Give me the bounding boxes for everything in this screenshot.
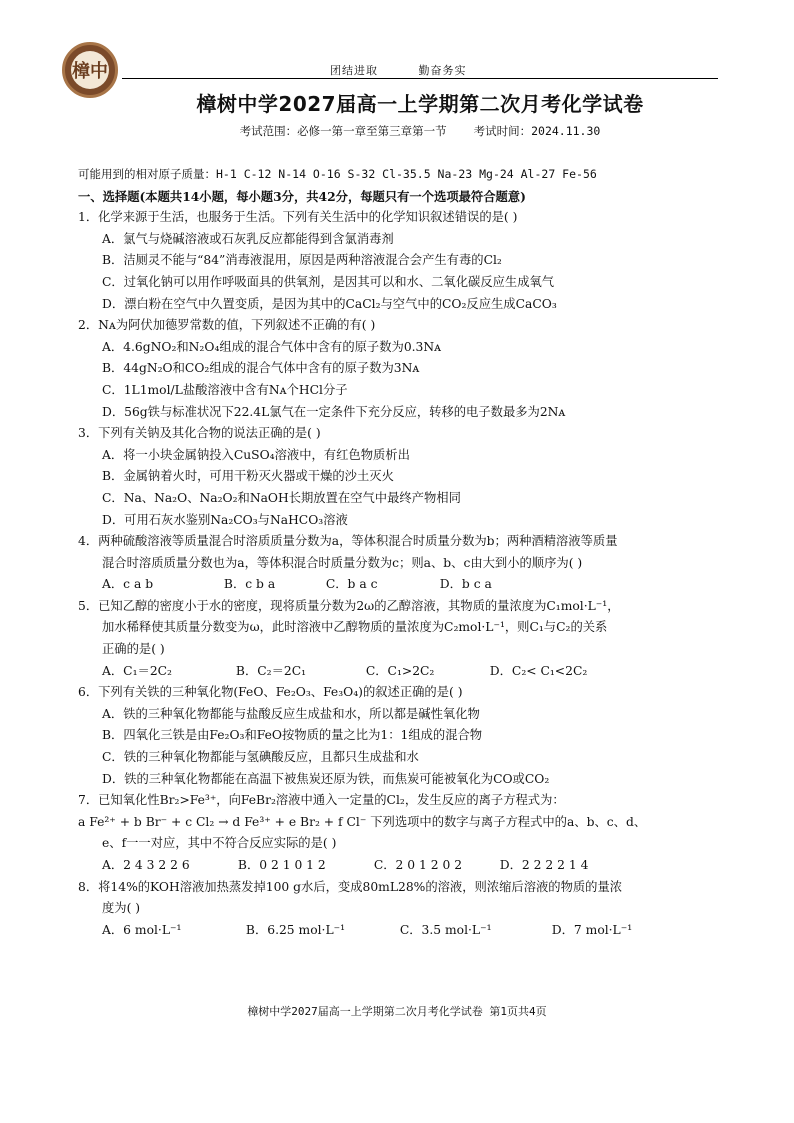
question-4-stem-line-1: 4．两种硫酸溶液等质量混合时溶质质量分数为a，等体积混合时质量分数为b；两种酒精溶液等质量 xyxy=(78,534,618,549)
motto-part-1: 团结进取 xyxy=(330,64,378,77)
question-2-stem: 2．Nᴀ为阿伏加德罗常数的值，下列叙述不正确的有( ) xyxy=(78,318,376,333)
question-2-option-c: C．1L1mol/L盐酸溶液中含有Nᴀ个HCl分子 xyxy=(102,382,348,397)
question-6-option-b: B．四氧化三铁是由Fe₂O₃和FeO按物质的量之比为1：1组成的混合物 xyxy=(102,728,483,743)
question-4-option-b: B．c b a xyxy=(223,577,276,592)
question-5-option-d: D．C₂< C₁<2C₂ xyxy=(489,663,588,678)
question-3-option-c: C．Na、Na₂O、Na₂O₂和NaOH长期放置在空气中最终产物相同 xyxy=(102,490,461,505)
question-5-stem-line-3: 正确的是( ) xyxy=(102,642,165,657)
question-3-option-d: D．可用石灰水鉴别Na₂CO₃与NaHCO₃溶液 xyxy=(102,512,348,527)
question-8-option-b: B．6.25 mol·L⁻¹ xyxy=(245,922,346,937)
question-7-option-b: B．0 2 1 0 1 2 xyxy=(237,858,326,872)
question-7-stem-line-1: 7．已知氧化性Br₂>Fe³⁺，向FeBr₂溶液中通入一定量的Cl₂，发生反应的离子方程式为： xyxy=(78,793,565,808)
question-2-option-d: D．56g铁与标准状况下22.4L氯气在一定条件下充分反应，转移的电子数最多为2Nᴀ xyxy=(102,404,566,419)
question-7-option-c: C．2 0 1 2 0 2 xyxy=(373,858,463,872)
exam-scope: 考试范围：必修一第一章至第三章第一节 xyxy=(239,124,447,138)
question-1-option-a: A．氯气与烧碱溶液或石灰乳反应都能得到含氯消毒剂 xyxy=(102,231,394,246)
question-7-option-d: D．2 2 2 2 1 4 xyxy=(499,858,589,872)
school-motto xyxy=(330,62,503,78)
question-4-options xyxy=(78,574,728,596)
exam-time: 考试时间：2024.11.30 xyxy=(473,124,601,138)
question-4-stem-line-2: 混合时溶质质量分数也为a，等体积混合时质量分数为c；则a、b、c由大到小的顺序为( ) xyxy=(102,555,583,570)
question-2-option-a: A．4.6gNO₂和N₂O₄组成的混合气体中含有的原子数为0.3Nᴀ xyxy=(102,339,442,354)
question-4-option-c: C．b a c xyxy=(325,577,378,592)
question-8-options xyxy=(78,920,728,942)
question-3-option-b: B．金属钠着火时，可用干粉灭火器或干燥的沙土灭火 xyxy=(102,469,394,484)
question-3-option-a: A．将一小块金属钠投入CuSO₄溶液中，有红色物质析出 xyxy=(102,447,410,462)
question-5-option-c: C．C₁>2C₂ xyxy=(365,663,435,678)
page-footer: 樟树中学2027届高一上学期第二次月考化学试卷 第1页共4页 xyxy=(247,1005,547,1018)
question-6-stem: 6．下列有关铁的三种氧化物(FeO、Fe₂O₃、Fe₃O₄)的叙述正确的是( ) xyxy=(78,685,463,700)
question-8-option-a: A．6 mol·L⁻¹ xyxy=(102,922,182,937)
header-divider xyxy=(122,78,718,79)
question-5-option-a: A．C₁＝2C₂ xyxy=(102,663,172,678)
page-title: 樟树中学2027届高一上学期第二次月考化学试卷 xyxy=(196,92,644,116)
question-6-option-a: A．铁的三种氧化物都能与盐酸反应生成盐和水，所以都是碱性氧化物 xyxy=(102,706,480,721)
atomic-masses: 可能用到的相对原子质量：H-1 C-12 N-14 O-16 S-32 Cl-35.5 Na-23 Mg-24 Al-27 Fe-56 xyxy=(78,167,597,181)
question-1-option-c: C．过氧化钠可以用作呼吸面具的供氧剂，是因其可以和水、二氧化碳反应生成氧气 xyxy=(102,274,555,289)
question-1-option-b: B．洁厕灵不能与“84”消毒液混用，原因是两种溶液混合会产生有毒的Cl₂ xyxy=(102,253,502,268)
question-7-stem-line-3: e、f一一对应，其中不符合反应实际的是( ) xyxy=(102,836,337,851)
question-5-stem-line-1: 5．已知乙醇的密度小于水的密度，现将质量分数为2ω的乙醇溶液，其物质的量浓度为C₁mol·L⁻¹， xyxy=(78,598,620,613)
question-2-option-b: B．44gN₂O和CO₂组成的混合气体中含有的原子数为3Nᴀ xyxy=(102,361,420,376)
question-4-option-d: D．b c a xyxy=(439,577,492,592)
question-5-option-b: B．C₂＝2C₁ xyxy=(235,663,307,678)
question-7-option-a: A．2 4 3 2 2 6 xyxy=(102,858,190,872)
school-logo xyxy=(62,42,118,98)
question-1-option-d: D．漂白粉在空气中久置变质，是因为其中的CaCl₂与空气中的CO₂反应生成CaCO₃ xyxy=(102,296,557,311)
exam-content xyxy=(78,164,728,941)
question-5-stem-line-2: 加水稀释使其质量分数变为ω，此时溶液中乙醇物质的量浓度为C₂mol·L⁻¹，则C₁与C₂的关系 xyxy=(102,620,608,635)
question-8-stem-line-2: 度为( ) xyxy=(102,901,141,916)
question-1-stem: 1．化学来源于生活，也服务于生活。下列有关生活中的化学知识叙述错误的是( ) xyxy=(78,210,518,225)
question-3-stem: 3．下列有关钠及其化合物的说法正确的是( ) xyxy=(78,426,321,441)
question-8-option-c: C．3.5 mol·L⁻¹ xyxy=(399,922,492,937)
section-heading: 一、选择题(本题共14小题，每小题3分，共42分，每题只有一个选项最符合题意) xyxy=(78,188,526,204)
exam-info xyxy=(120,123,720,139)
school-logo-text: 樟中 xyxy=(71,51,109,89)
question-6-option-c: C．铁的三种氧化物都能与氢碘酸反应，且都只生成盐和水 xyxy=(102,750,419,765)
question-5-options xyxy=(78,661,728,683)
question-8-option-d: D．7 mol·L⁻¹ xyxy=(551,922,633,937)
question-7-options xyxy=(78,855,728,877)
question-8-stem-line-1: 8．将14%的KOH溶液加热蒸发掉100 g水后，变成80mL28%的溶液，则浓缩后溶液的物质的量浓 xyxy=(78,879,623,894)
motto-part-2: 勤奋务实 xyxy=(418,64,467,77)
question-7-stem-line-2: a Fe²⁺ + b Br⁻ + c Cl₂ → d Fe³⁺ + e Br₂ + f Cl⁻ 下列选项中的数字与离子方程式中的a、b、c、d、 xyxy=(78,814,647,829)
question-4-option-a: A．c a b xyxy=(102,577,154,592)
question-6-option-d: D．铁的三种氧化物都能在高温下被焦炭还原为铁，而焦炭可能被氧化为CO或CO₂ xyxy=(102,771,550,786)
